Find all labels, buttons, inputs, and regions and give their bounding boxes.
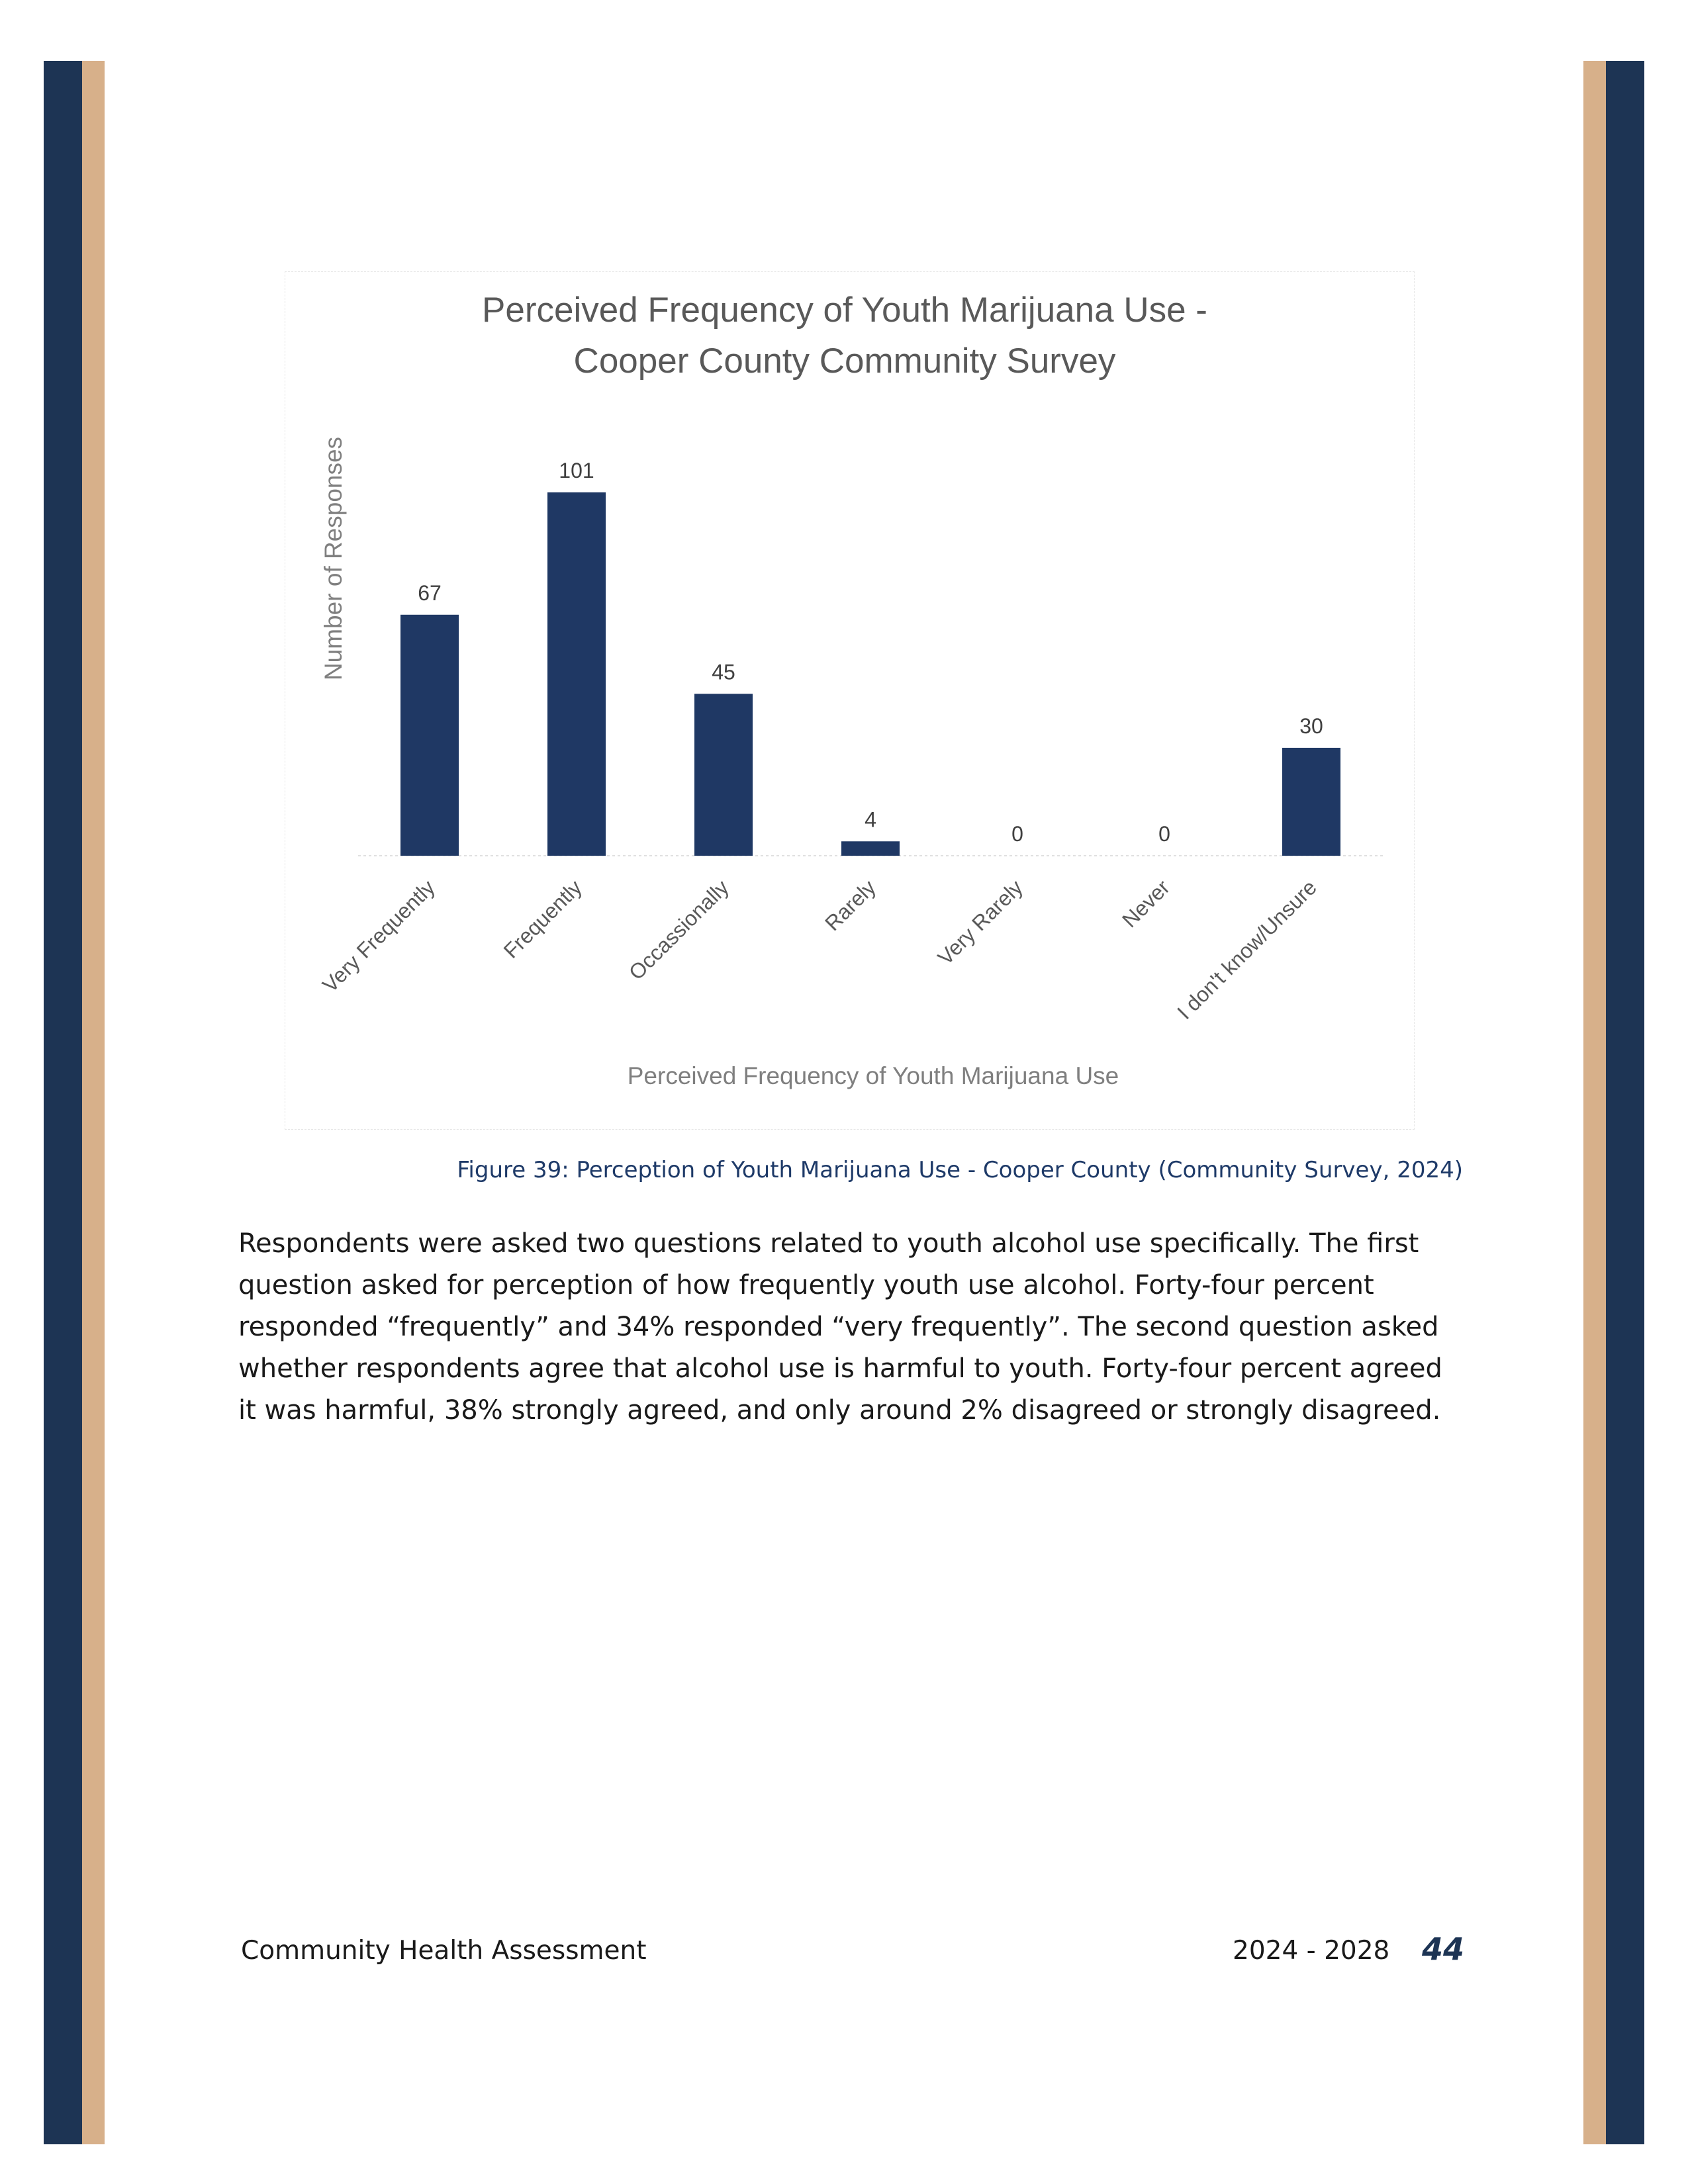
chart-title-line-2: Cooper County Community Survey	[573, 341, 1116, 381]
value-label-frequently: 101	[559, 459, 594, 482]
bar-very-frequently	[400, 615, 459, 856]
left-tan-stripe	[82, 61, 105, 2144]
right-tan-stripe	[1583, 61, 1606, 2144]
value-label-never: 0	[1158, 822, 1170, 846]
body-paragraph: Respondents were asked two questions related to youth alcohol use specifically. The first question asked for perception of how frequently youth use alcohol. Forty-four percent responded “frequently” and 34% responded “very frequently”. The second question asked whether respondents agree that alcohol use is harmful to youth. Forty-four percent agreed it was harmful, 38% strongly agreed, and only around 2% disagreed or strongly disagreed.	[238, 1228, 1442, 1426]
figure-caption: Figure 39: Perception of Youth Marijuana Use - Cooper County (Community Survey, 2024)	[457, 1157, 1463, 1183]
bar-i-don-t-know-unsure	[1282, 748, 1340, 856]
category-label-very-rarely: Very Rarely	[933, 875, 1027, 970]
footer-title: Community Health Assessment	[241, 1936, 647, 1966]
bar-rarely	[841, 841, 900, 856]
y-axis-label: Number of Responses	[320, 436, 347, 681]
value-label-rarely: 4	[865, 807, 876, 832]
value-label-very-rarely: 0	[1011, 822, 1023, 846]
footer-years: 2024 - 2028	[1233, 1936, 1390, 1966]
right-navy-stripe	[1606, 61, 1644, 2144]
bar-occassionally	[694, 694, 753, 856]
x-axis-label: Perceived Frequency of Youth Marijuana Use	[627, 1062, 1119, 1089]
category-label-occassionally: Occassionally	[624, 875, 733, 985]
chart-title-line-1: Perceived Frequency of Youth Marijuana Use -	[482, 291, 1207, 330]
value-label-occassionally: 45	[712, 660, 735, 684]
chart-frame	[285, 271, 1415, 1130]
category-label-frequently: Frequently	[498, 875, 586, 963]
category-label-never: Never	[1117, 875, 1174, 933]
bars-group	[318, 459, 1340, 1024]
category-label-very-frequently: Very Frequently	[318, 875, 440, 997]
value-label-very-frequently: 67	[418, 580, 442, 605]
page-number: 44	[1422, 1931, 1465, 1967]
category-label-rarely: Rarely	[820, 875, 880, 936]
left-navy-stripe	[44, 61, 82, 2144]
bar-frequently	[547, 492, 606, 856]
bar-chart	[285, 272, 1414, 1129]
value-label-i-don-t-know-unsure: 30	[1299, 713, 1323, 738]
category-label-i-don-t-know-unsure: I don't know/Unsure	[1172, 875, 1321, 1024]
